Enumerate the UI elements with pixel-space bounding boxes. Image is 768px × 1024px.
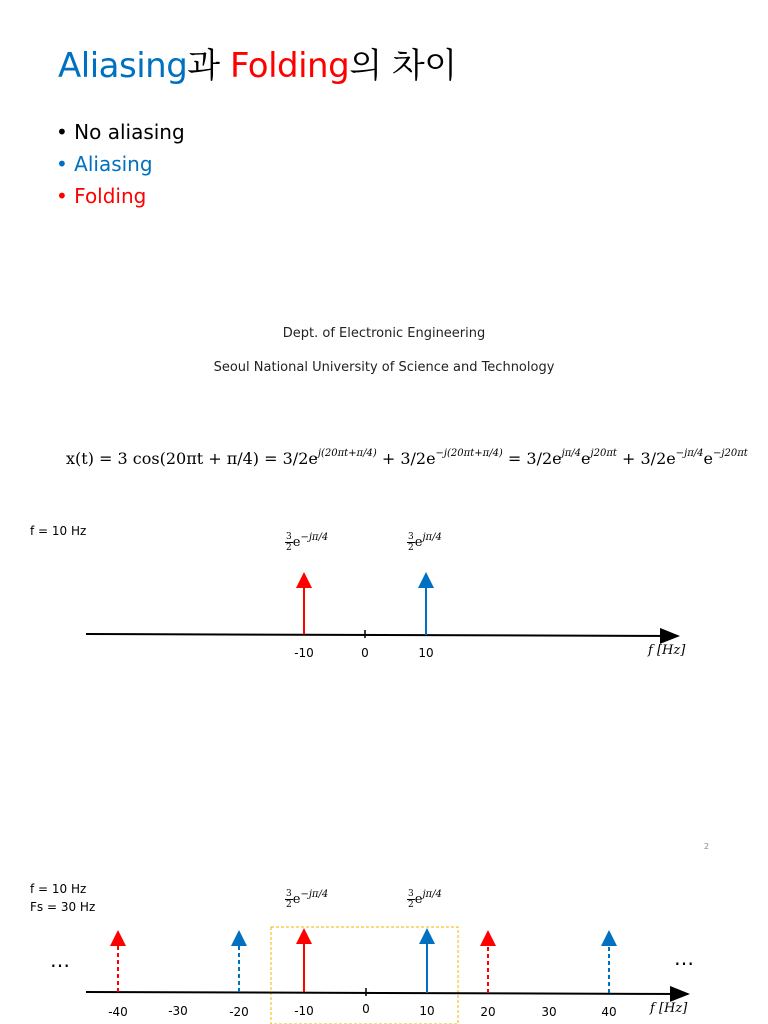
title-aliasing: Aliasing (58, 46, 188, 86)
panel2-tick-label-20: 20 (480, 1005, 496, 1019)
panel1-ann-right-exp: jπ/4 (422, 532, 442, 543)
panel1-ann-left-num: 3 (286, 532, 292, 542)
panel1-ann-left-exp: −jπ/4 (300, 532, 329, 543)
panel1-tick-label-0: 0 (361, 646, 369, 660)
bullet-folding: • Folding (56, 184, 147, 208)
panel2-ann-right-num: 3 (408, 889, 414, 899)
panel1-tick-label-neg10: -10 (294, 646, 314, 660)
panel1-ann-left-den: 2 (286, 543, 292, 553)
panel2-ann-left-exp: −jπ/4 (300, 889, 329, 900)
formula-term2-coef: 3/2 (400, 449, 427, 468)
formula-term4-exp-b: −j20πt (712, 448, 748, 459)
panel2-tick-label-10: 10 (419, 1004, 435, 1018)
panel1-freq-label: f = 10 Hz (30, 524, 87, 538)
panel1-tick-label-10: 10 (418, 646, 434, 660)
panel2-axis-line (86, 992, 688, 994)
bullet-list (56, 116, 185, 212)
panel2-ellipsis-right: … (674, 946, 694, 970)
bullet-no-aliasing: • No aliasing (56, 120, 185, 144)
dept-name: Dept. of Electronic Engineering (282, 326, 486, 341)
formula-lhs: x(t) = 3 cos(20πt + π/4) = (66, 449, 283, 468)
panel1-ann-left: $\frac{3}{2}$ $e^{-j\pi/4}$ (286, 532, 329, 553)
formula-term2-exp: −j(20πt+π/4) (435, 448, 503, 459)
panel2-ann-left-den: 2 (286, 900, 292, 910)
panel1-ann-right: $\frac{3}{2}$ $e^{j\pi/4}$ (408, 532, 442, 553)
title-difference: 의 차이 (349, 46, 457, 86)
panel2-ann-right: $\frac{3}{2}$ $e^{j\pi/4}$ (408, 889, 442, 910)
panel2-tick-label-neg30: -30 (168, 1004, 188, 1018)
formula-term3-exp-a: jπ/4 (561, 448, 582, 459)
formula-term4-coef: 3/2 (640, 449, 667, 468)
panel2-tick-label-40: 40 (601, 1005, 617, 1019)
panel2-ann-right-exp: jπ/4 (422, 889, 442, 900)
panel1-ann-right-den: 2 (408, 543, 414, 553)
title-and: 과 (187, 46, 230, 86)
formula-term1-exp: j(20πt+π/4) (317, 448, 377, 459)
panel2-tick-label-0: 0 (362, 1002, 370, 1016)
panel2-ann-right-frac (407, 889, 415, 910)
university-name: Seoul National University of Science and Technology (213, 360, 555, 375)
panel2-ann-right-den: 2 (408, 900, 414, 910)
panel2-tick-label-30: 30 (541, 1005, 557, 1019)
formula-term3-coef: 3/2 (526, 449, 553, 468)
formula: x(t) = 3 $\cos(20\pi t + \pi/4) = 3/2e^{j(20\pi t+\pi/4)} + 3/2e^{-j(20\pi t+\pi/4)} = 3/2e^{j\pi/4}e^{j20\pi t} + 3/2e^{-j\pi/4}e^{-j20\pi t}$ (66, 448, 748, 468)
panel1-axis-line (86, 634, 678, 636)
title-folding: Folding (229, 46, 350, 86)
panel2-ann-left-frac (285, 889, 293, 910)
panel2-axis-label: f [Hz] (650, 1001, 688, 1016)
panel1-ann-right-num: 3 (408, 532, 414, 542)
panel2-ann-left-num: 3 (286, 889, 292, 899)
panel2-ellipsis-left: … (50, 948, 70, 972)
panel1-spectrum (0, 560, 768, 650)
panel1-ann-right-frac (407, 532, 415, 553)
panel2-ann-left: $\frac{3}{2}$ $e^{-j\pi/4}$ (286, 889, 329, 910)
panel2-freq-label: f = 10 Hz (30, 882, 87, 896)
slide-title (58, 38, 457, 87)
panel1-ann-left-frac (285, 532, 293, 553)
bullet-aliasing: • Aliasing (56, 152, 153, 176)
panel2-tick-label-neg40: -40 (108, 1005, 128, 1019)
formula-term1-coef: 3/2 (282, 449, 309, 468)
panel2-tick-label-neg10: -10 (294, 1004, 314, 1018)
panel1-axis-label: f [Hz] (648, 643, 686, 658)
panel2-fs-label: Fs = 30 Hz (30, 900, 96, 914)
panel2-tick-label-neg20: -20 (229, 1005, 249, 1019)
page-number: 2 (704, 842, 710, 851)
formula-term3-exp-b: j20πt (590, 448, 617, 459)
formula-term4-exp-a: −jπ/4 (675, 448, 704, 459)
